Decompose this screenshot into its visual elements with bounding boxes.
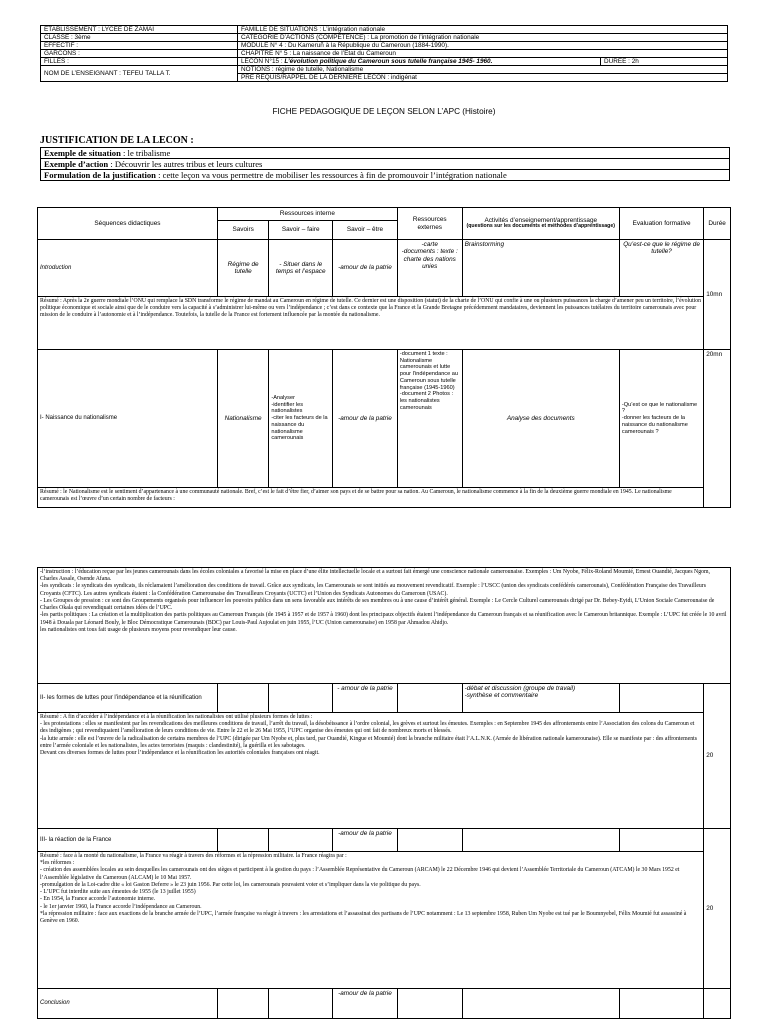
section1-savoir-etre: -amour de la patrie — [333, 350, 398, 488]
lecon-prefix: LECON N°15 : — [241, 58, 285, 65]
notions-cell: NOTIONS : régime de tutelle, Nationalisme — [238, 66, 728, 74]
section1-sequence: I- Naissance du nationalisme — [38, 350, 218, 488]
main-table-page2 — [37, 567, 731, 1019]
section1-savoir-faire: -Analyser -identifier les nationalistes -citer les facteurs de la naissance du nationalisme camerounais — [269, 350, 333, 488]
action-value: : Découvrir les autres tribus et leurs cultures — [108, 159, 263, 169]
header-activites-sub: (questions sur les documents et méthodes d’apprentissage) — [466, 223, 615, 230]
conclusion-sequence: Conclusion — [38, 989, 218, 1019]
garcons-cell: GARCONS : — [41, 50, 238, 58]
situation-label: Exemple de situation — [44, 148, 121, 158]
fiche-title: FICHE PEDAGOGIQUE DE LEÇON SELON L’APC (Histoire) — [272, 107, 496, 116]
intro-savoir-etre: -amour de la patrie — [333, 240, 398, 297]
module-cell: MODULE N° 4 : Du Kameruñ à la République du Cameroun (1884-1990). — [238, 42, 728, 50]
conclusion-activites — [462, 989, 619, 1019]
section2-savoirs — [217, 684, 268, 713]
intro-resume: Résumé : Après la 2e guerre mondiale l’ONU qui remplace la SDN transforme le régime de mandat au Cameroun en régime de tutelle. Ce dernier est une disposition (statut) de la charte de l’ONU qui confie à une ou plusieurs puissances la charge d’amener peu un territoire, l’évolution politique économique et sociale ainsi que de le conduire vers la capacité à s’administrer lui-même ou vers l’indépendance ; c’est dans ce contexte que la France et la Grande Bretagne précédemment mandataires, deviennent les puissances tutélaires du territoire camerounais avec pour mission de le conduire à l’autonomie et à l’indépendance. Toutefois, la tutelle de la France est fortement influencée par la montée du nationalisme. — [38, 297, 704, 350]
section3-savoir-faire — [269, 829, 333, 852]
conclusion-savoir-etre: -amour de la patrie — [333, 989, 398, 1019]
section1-activites: Analyse des documents — [462, 350, 619, 488]
intro-activites: Brainstorming — [462, 240, 619, 297]
action-row — [41, 159, 730, 170]
section3-evaluation — [619, 829, 703, 852]
section2-duree: 20 — [704, 684, 731, 829]
section1-savoirs: Nationalisme — [217, 350, 268, 488]
header-ressources-interne: Ressources interne — [217, 208, 397, 221]
formulation-label: Formulation de la justification — [44, 170, 156, 180]
effectif-cell: EFFECTIF : — [41, 42, 238, 50]
section1-evaluation: -Qu’est ce que le nationalisme ? -donner les facteurs de la naissance du nationalisme camerounais ? — [619, 350, 703, 488]
header-savoir-faire: Savoir – faire — [269, 221, 333, 240]
justification-section — [40, 135, 730, 181]
header-ressources-externes: Ressources externes — [397, 208, 462, 240]
section2-evaluation — [619, 684, 703, 713]
main-table-page1 — [37, 207, 731, 508]
conclusion-ressources-externes — [397, 989, 462, 1019]
formulation-row — [41, 170, 730, 181]
header-savoirs: Savoirs — [217, 221, 268, 240]
section1-ressources-externes: -document 1 texte : Nationalisme camerounais et lutte pour l’indépendance au Cameroun sous tutelle française (1945-1960) -document 2 Photos : les nationalistes camerounais — [397, 350, 462, 488]
section2-savoir-faire — [269, 684, 333, 713]
famille-cell: FAMILLE DE SITUATIONS : L’intégration nationale — [238, 26, 728, 34]
chapitre-cell: CHAPITRE N° 5 : La naissance de l’Etat du Cameroun — [238, 50, 728, 58]
intro-sequence: Introduction — [38, 240, 218, 297]
section2-savoir-etre: - amour de la patrie — [333, 684, 398, 713]
conclusion-duree — [704, 989, 731, 1019]
conclusion-savoir-faire — [269, 989, 333, 1019]
duree-cell: DUREE : 2h — [601, 58, 728, 66]
header-table — [40, 25, 728, 82]
header-duree: Durée — [704, 208, 731, 240]
situation-value: : le tribalisme — [120, 148, 171, 158]
etablissement-cell: ETABLISSEMENT : LYCEE DE ZAMAI — [41, 26, 238, 34]
filles-cell: FILLES : — [41, 58, 238, 66]
situation-row — [41, 148, 730, 159]
intro-evaluation: Qu’est-ce que le régime de tutelle? — [619, 240, 703, 297]
categorie-cell: CATEGORIE D’ACTIONS (COMPETENCE) : La promotion de l’intégration nationale — [238, 34, 728, 42]
section3-duree: 20 — [704, 829, 731, 989]
section3-resume: Résumé : face à la monté du nationalisme, la France va réagir à travers des réformes et la répression militaire. la France réagira par : *les réformes : - création des assemblées locales au sein desquelles les camerounais ont des sièges et participent à la gestion du pays : l’Assemblée Représentative du Cameroun (ARCAM) le 22 Décembre 1946 qui devient l’Assemblée Territoriale du Cameroun (ATCAM) le 30 Mars 1952 et l’Assemblée législative du Cameroun (ALCAM) le 10 Mai 1957. -promulgation de la Loi-cadre dite « loi Gaston Deferre » le 23 juin 1956. Par cette loi, les camerounais pouvaient voter et s’impliquer dans la vie politique du pays. - L’UPC fut interdite suite aux émeutes de 1955 (le 13 juillet 1955) - En 1954, la France accorde l’autonomie interne. - le 1er janvier 1960, la France accorde l’indépendance au Cameroun. *la répression militaire : face aux exactions de la branche armée de l’UPC, l’armée française va réagir à travers : les arrestations et l’assassinat des partisans de l’UPC notamment : Le 13 septembre 1958, Ruben Um Nyobe est tué par le Boumnyebel, Félix Moumié fut assassiné à Genève en 1960. — [38, 852, 704, 989]
conclusion-savoirs — [217, 989, 268, 1019]
conclusion-evaluation — [619, 989, 703, 1019]
formulation-value: : cette leçon va vous permettre de mobiliser les ressources à fin de promouvoir l’intégration nationale — [155, 170, 507, 180]
section3-savoir-etre: -amour de la patrie — [333, 829, 398, 852]
justification-title: JUSTIFICATION DE LA LECON : — [40, 135, 194, 146]
intro-savoir-faire: - Situer dans le temps et l’espace — [269, 240, 333, 297]
prerequis-cell: PRE REQUIS/RAPPEL DE LA DERNIERE LECON : indigénat — [238, 74, 728, 82]
section3-ressources-externes — [397, 829, 462, 852]
section2-sequence: II- les formes de luttes pour l’indépendance et la réunification — [38, 684, 218, 713]
section3-activites — [462, 829, 619, 852]
section3-savoirs — [217, 829, 268, 852]
section1-duree: 20mn — [704, 350, 731, 508]
section2-ressources-externes — [397, 684, 462, 713]
enseignant-cell: NOM DE L’ENSEIGNANT : TEFEU TALLA T. — [41, 66, 238, 82]
header-activites — [462, 208, 619, 240]
header-evaluation: Evaluation formative — [619, 208, 703, 240]
intro-ressources-externes: -carte -documents : texte : charte des nations unies — [397, 240, 462, 297]
section2-resume: Résumé : A fin d’accéder à l’indépendance et à la réunification les nationalistes ont utilisé plusieurs formes de luttes : - les protestations : elles se manifestent par les revendications des meilleures conditions de travail, l’arrêt du travail, la désobéissance à l’ordre colonial, les grèves et surtout les émeutes. Exemples : en Septembre 1945 des affrontements entre l’Association des colons du Cameroun et des indigènes ; qui revendiquaient l’amélioration de leurs conditions de vie. Entre le 22 et le 26 Mai 1955, l’UPC organise des émeutes qui ont fait de nombreux morts et blessés. -la lutte armée : elle est l’œuvre de la radicalisation de certains membres de l’UPC (dirigée par Um Nyobe et, plus tard, par Ouandié, Kingue et Moumié) dont la branche militaire était l’A.L.N.K. (Armée de libération nationale kamerounaise). Elle se manifeste par : des affrontements entre l’armée coloniale et les nationalistes, les actes terroristes (maquis : clandestinité), la guérilla et les sabotages. Devant ces diverses formes de luttes pour l’indépendance et la réunification les autorités coloniales françaises ont réagit. — [38, 713, 704, 829]
action-label: Exemple d’action — [44, 159, 109, 169]
header-savoir-etre: Savoir – être — [333, 221, 398, 240]
section1-resume: Résumé : le Nationalisme est le sentiment d’appartenance à une communauté nationale. Bref, c’est le fait d’être fier, d’aimer son pays et de se battre pour sa nation. Au Cameroun, le nationalisme commence à la fin de la deuxième guerre mondiale en 1945. Le nationalisme camerounais est l’œuvre d’un certain nombre de facteurs : — [38, 488, 704, 508]
intro-duree: 10mn — [704, 240, 731, 350]
continuation-text: -l’instruction : l’éducation reçue par les jeunes camerounais dans les écoles coloniales a favorisé la mise en place d’une élite intellectuelle locale et a surtout fait émergé une conscience nationale camerounaise. Exemples : Um Nyobe, Félix-Roland Moumié, Ernest Ouandié, Jacques Ngom, Charles Assale, Osende Afana. -les syndicats : le syndicats des syndicats, ils réclamaient l’amélioration des conditions de travail. Grâce aux syndicats, les Camerounais se sont initiés au mouvement revendicatif. Exemple : l’USCC (union des syndicats confédérés camerounais), Confédération Française des Travailleurs Croyants (CFTC). Les autres syndicats étaient : la Confédération Camerounaise des Travailleurs Croyants (UCTC) et l’Union des Syndicats Autonomes du Cameroun (USAC). - Les Groupes de pression : ce sont des Groupements organisés pour influencer les pouvoirs publics dans un sens favorable aux intérêts de ses membres ou à une cause d’intérêt général. Exemple : Le Cercle Culturel camerounais dirigé par Dr. Bebey-Eyidi, L’Union Sociale Camerounaise de Charles Okala qui revendiquait certaines idées de l’UPC. -les partis politiques : La création et la multiplication des partis politiques au Cameroun Français (de 1945 à 1957 et de 1957 à 1960) dont les principaux objectifs étaient l’indépendance du Cameroun français et sa réunification avec le Cameroun britannique. Exemple : L’UPC fut créée le 10 avril 1948 à Douala par Léonard Bouly, le Bloc Démocratique Camerounais (BDC) par Louis-Paul Aujoulat en juin 1955, l’UC (Union camerounaise) en 1958 par Ahmadou Ahidjo. les nationalistes ont tous fait usage de plusieurs moyens pour revendiquer leur cause. — [38, 568, 731, 684]
header-activites-title: Activités d’enseignement/apprentissage — [484, 216, 598, 224]
lecon-title: L’évolution politique du Cameroun sous tutelle française 1945- 1960. — [284, 58, 493, 65]
intro-savoirs: Régime de tutelle — [217, 240, 268, 297]
justification-table — [40, 147, 730, 181]
header-sequences: Séquences didactiques — [38, 208, 218, 240]
classe-cell: CLASSE : 3ème — [41, 34, 238, 42]
lecon-cell — [238, 58, 601, 66]
section3-sequence: III- la réaction de la France — [38, 829, 218, 852]
section2-activites: -débat et discussion (groupe de travail) -synthèse et commentaire — [462, 684, 619, 713]
